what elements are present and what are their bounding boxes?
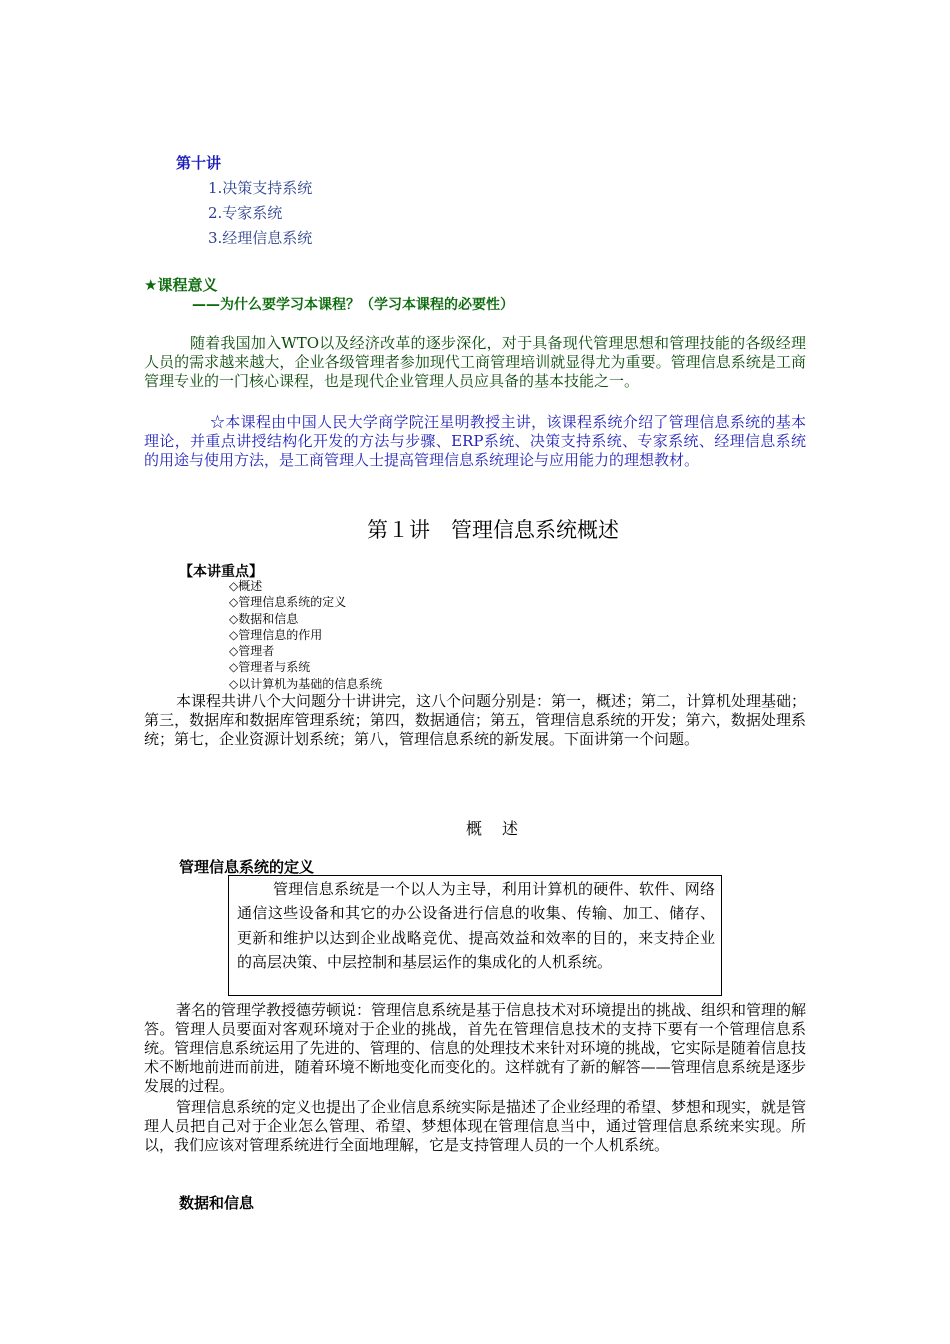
keypoint-item: ◇数据和信息 [229,611,299,626]
definition-text: 管理信息系统是一个以人为主导，利用计算机的硬件、软件、网络通信这些设备和其它的办公设备进行信息的收集、传输、加工、储存、更新和维护以达到企业战略竞优、提高效益和效率的目的，来支持企业的高层决策、中层控制和基层运作的集成化的人机系统。 [237,880,715,972]
course-significance-subtitle: ——为什么要学习本课程？（学习本课程的必要性） [192,297,514,313]
keypoint-item: ◇概述 [229,579,263,593]
chapter-1-title: 第１讲 管理信息系统概述 [367,518,619,542]
course-intro-paragraph: ☆本课程由中国人民大学商学院汪星明教授主讲，该课程系统介绍了管理信息系统的基本理论，并重点讲授结构化开发的方法与步骤、ERP系统、决策支持系统、专家系统、经理信息系统的用途与使用方法，是工商管理人士提高管理信息系统理论与应用能力的理想教材。 [144,413,806,469]
overview-paragraph: 著名的管理学教授德劳顿说：管理信息系统是基于信息技术对环境提出的挑战、组织和管理的解答。管理人员要面对客观环境对于企业的挑战，首先在管理信息技术的支持下要有一个管理信息系统。管理信息系统运用了先进的、管理的、信息的处理技术来针对环境的挑战，它实际是随着信息技术不断地前进而前进，随着环境不断地变化而变化的。这样就有了新的解答——管理信息系统是逐步发展的过程。 [144,1001,807,1095]
keypoint-item: ◇管理者与系统 [229,660,311,675]
lecture-10-topic: 3.经理信息系统 [208,229,313,247]
overview-section-title: 概 述 [465,819,520,838]
data-info-heading: 数据和信息 [179,1194,255,1212]
significance-paragraph: 随着我国加入WTO以及经济改革的逐步深化，对于具备现代管理思想和管理技能的各级经理人员的需求越来越大，企业各级管理者参加现代工商管理培训就显得尤为重要。管理信息系统是工商管理专业的一门核心课程，也是现代企业管理人员应具备的基本技能之一。 [144,334,806,390]
lecture-10-heading: 第十讲 [176,154,222,172]
keypoint-item: ◇管理者 [229,644,275,659]
keypoint-item: ◇管理信息系统的定义 [229,595,347,610]
definition-box [228,875,722,996]
keypoints-title: 【本讲重点】 [179,564,263,580]
keypoint-item: ◇管理信息的作用 [229,627,323,642]
definition-heading: 管理信息系统的定义 [179,858,315,876]
lecture-10-topic: 2.专家系统 [208,204,283,222]
keypoint-item: ◇以计算机为基础的信息系统 [229,676,383,691]
course-significance-title: ★课程意义 [144,276,218,294]
chapter-intro-paragraph: 本课程共讲八个大问题分十讲讲完，这八个问题分别是：第一，概述；第二，计算机处理基础；第三，数据库和数据库管理系统；第四，数据通信；第五，管理信息系统的开发；第六，数据处理系统；第七，企业资源计划系统；第八，管理信息系统的新发展。下面讲第一个问题。 [144,692,807,748]
overview-paragraph: 管理信息系统的定义也提出了企业信息系统实际是描述了企业经理的希望、梦想和现实，就是管理人员把自己对于企业怎么管理、希望、梦想体现在管理信息当中，通过管理信息系统来实现。所以，我们应该对管理系统进行全面地理解，它是支持管理人员的一个人机系统。 [144,1098,807,1154]
keypoints-list [229,578,382,692]
lecture-10-topic: 1.决策支持系统 [208,179,313,197]
lecture-10-topic-list [208,176,312,251]
